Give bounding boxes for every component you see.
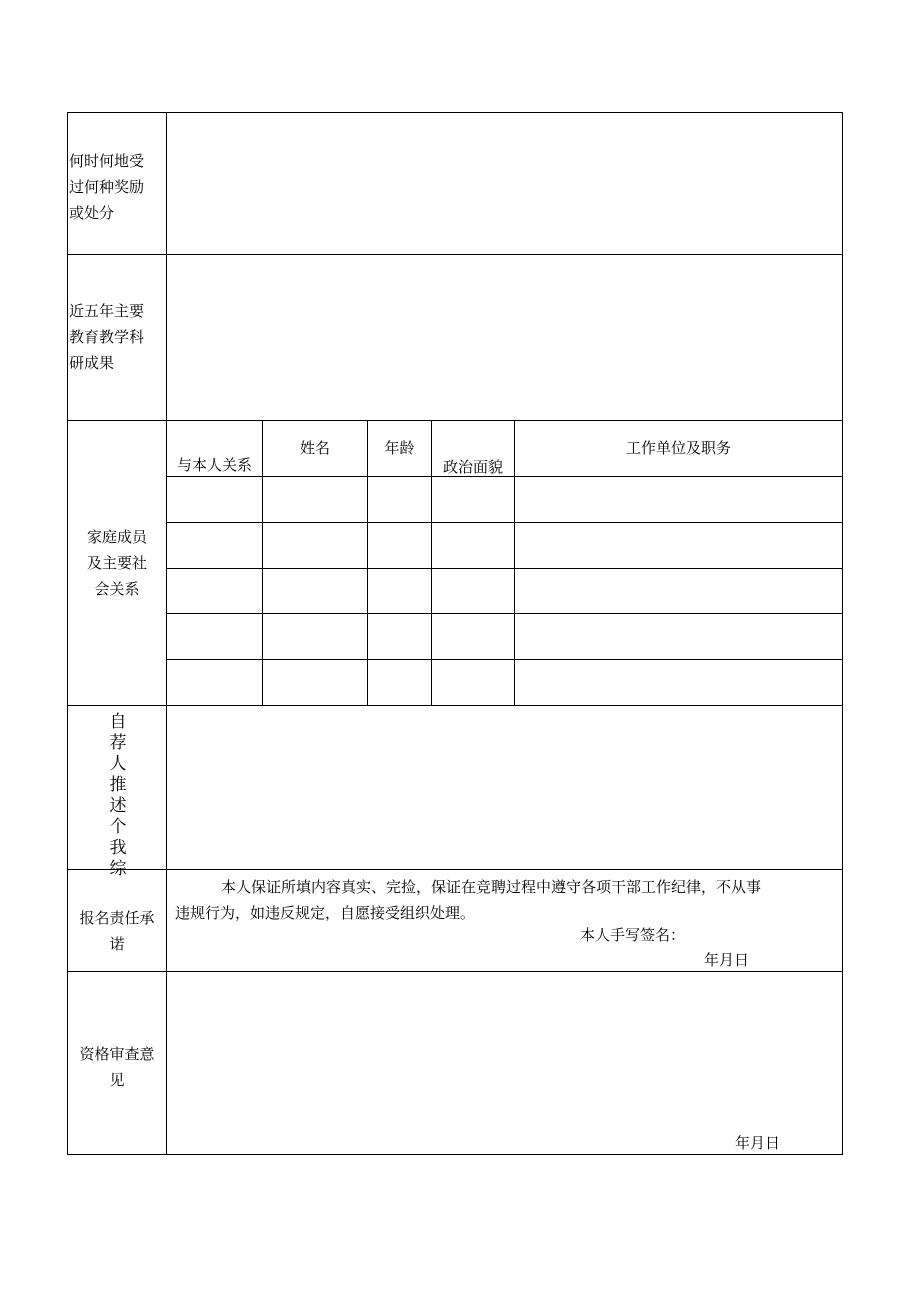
label-char: 个: [109, 817, 127, 837]
review-date: 年月日: [735, 1134, 781, 1152]
rule: [167, 568, 843, 569]
rule: [367, 420, 368, 705]
label-line: 研成果: [69, 354, 115, 372]
rule: [67, 1154, 843, 1155]
awards-label: [69, 148, 165, 226]
label-char: 荐: [109, 733, 127, 753]
rule: [67, 869, 843, 870]
header-relation: 与本人关系: [176, 456, 252, 474]
rule: [514, 420, 515, 705]
pledge-date: 年月日: [704, 951, 750, 969]
rule: [67, 112, 68, 1155]
label-line: 教育教学科: [69, 328, 145, 346]
label-line: 何时何地受: [69, 152, 145, 170]
label-char: 推: [109, 775, 127, 795]
label-char: 我: [109, 838, 127, 858]
family-label: [68, 524, 166, 602]
label-char: 人: [109, 754, 127, 774]
label-line: 见: [109, 1071, 125, 1089]
rule: [67, 420, 843, 421]
rule: [167, 659, 843, 660]
header-name: 姓名: [299, 439, 330, 457]
label-line: 诺: [109, 935, 125, 953]
label-char: 述: [109, 796, 127, 816]
self-recommendation-field[interactable]: [167, 706, 842, 869]
header-age: 年龄: [384, 439, 415, 457]
header-work: 工作单位及职务: [625, 439, 731, 457]
label-line: 报名责任承: [79, 909, 155, 927]
review-opinion-field[interactable]: [167, 972, 842, 1127]
label-line: 会关系: [94, 580, 140, 598]
rule: [262, 420, 263, 705]
label-line: 近五年主要: [69, 302, 145, 320]
label-char: 综: [109, 859, 127, 879]
pledge-signature-label: 本人手写签名：: [580, 926, 686, 944]
awards-content-field[interactable]: [167, 113, 842, 254]
pledge-label: [68, 905, 166, 957]
pledge-text-line1: 本人保证所填内容真实、完捡，保证在竞聘过程中遵守各项干部工作纪律，不从事: [221, 878, 762, 896]
pledge-text-line2: 违规行为，如违反规定，自愿接受组织处理。: [175, 904, 476, 922]
label-line: 及主要社: [86, 554, 147, 572]
label-char: 自: [109, 712, 127, 732]
label-line: 过何种奖励: [69, 178, 145, 196]
self-recommendation-label: [106, 712, 130, 880]
review-label: [68, 1041, 166, 1093]
header-political: 政治面貌: [442, 458, 503, 476]
rule: [167, 522, 843, 523]
label-line: 家庭成员: [86, 528, 147, 546]
rule: [167, 613, 843, 614]
label-line: 资格审查意: [79, 1045, 155, 1063]
research-content-field[interactable]: [167, 255, 842, 420]
rule: [842, 112, 843, 1155]
label-line: 或处分: [69, 204, 115, 222]
research-label: [69, 298, 165, 376]
